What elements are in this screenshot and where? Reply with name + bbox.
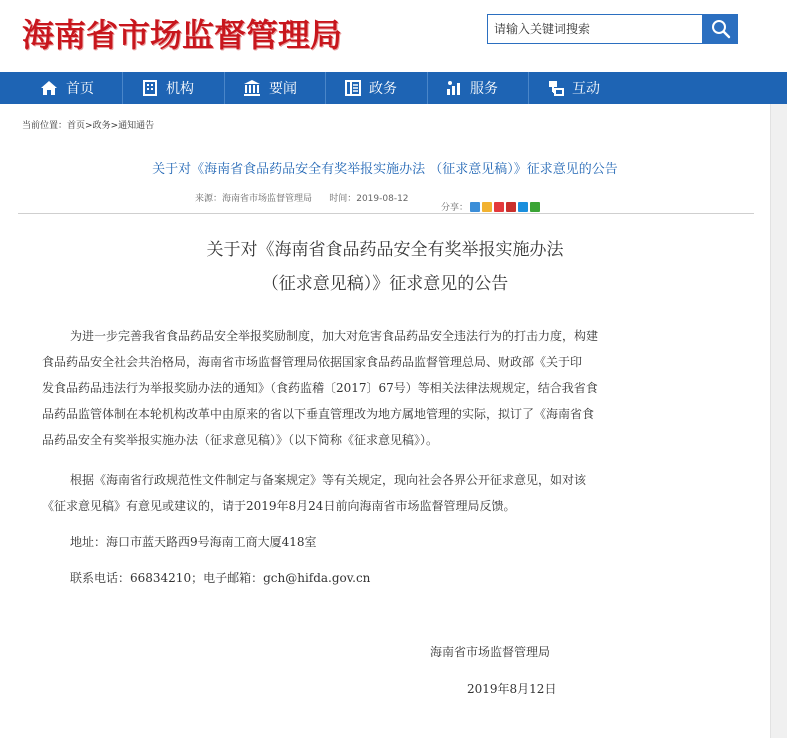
pillars-icon bbox=[243, 80, 261, 96]
main-nav bbox=[0, 72, 787, 104]
breadcrumb-item-affairs[interactable]: 政务 bbox=[92, 121, 111, 131]
document-date: 2019年8月12日 bbox=[467, 682, 557, 696]
share-weibo-icon[interactable] bbox=[494, 202, 504, 212]
paragraph-1 bbox=[42, 323, 722, 453]
paragraph-line: 《征求意见稿》有意见或建议的，请于2019年8月24日前向海南省市场监督管理局反馈。 bbox=[42, 499, 516, 513]
article-time: 2019-08-12 bbox=[356, 194, 409, 204]
header-divider bbox=[18, 213, 754, 214]
interact-icon bbox=[548, 80, 564, 96]
document-title-line1: 关于对《海南省食品药品安全有奖举报实施办法 bbox=[206, 240, 564, 260]
breadcrumb-item-notices[interactable]: 通知通告 bbox=[118, 121, 155, 131]
nav-divider bbox=[427, 72, 428, 104]
nav-item-agency[interactable] bbox=[142, 72, 194, 104]
nav-item-news[interactable] bbox=[243, 72, 297, 104]
article-header-title: 关于对《海南省食品药品安全有奖举报实施办法 （征求意见稿）》征求意见的公告 bbox=[152, 162, 618, 177]
breadcrumb-separator: > bbox=[110, 121, 119, 131]
nav-label-interact: 互动 bbox=[572, 81, 600, 97]
share-label: 分享： bbox=[441, 203, 469, 213]
site-header bbox=[0, 0, 787, 72]
columns-icon bbox=[345, 80, 361, 96]
breadcrumb-separator: > bbox=[85, 121, 93, 131]
nav-item-affairs[interactable] bbox=[345, 72, 397, 104]
source-label: 来源： bbox=[195, 194, 223, 204]
search-button[interactable] bbox=[703, 14, 738, 44]
nav-label-home: 首页 bbox=[66, 81, 94, 97]
building-icon bbox=[142, 80, 158, 96]
breadcrumb bbox=[22, 118, 154, 131]
article-source: 海南省市场监督管理局 bbox=[222, 194, 313, 204]
service-icon bbox=[446, 80, 462, 96]
nav-divider bbox=[528, 72, 529, 104]
article-meta bbox=[195, 191, 409, 204]
paragraph-2 bbox=[42, 467, 722, 519]
share-wechat-icon[interactable] bbox=[530, 202, 540, 212]
share-bar bbox=[441, 200, 540, 213]
nav-label-service: 服务 bbox=[470, 81, 498, 97]
paragraph-line: 品药品安全有奖举报实施办法（征求意见稿）》（以下简称《征求意见稿》）。 bbox=[42, 433, 439, 447]
nav-divider bbox=[122, 72, 123, 104]
site-title[interactable]: 海南省市场监督管理局 bbox=[22, 16, 343, 54]
nav-item-service[interactable] bbox=[446, 72, 498, 104]
address-line: 地址：海口市蓝天路西9号海南工商大厦418室 bbox=[70, 535, 317, 549]
breadcrumb-item-home[interactable]: 首页 bbox=[67, 121, 86, 131]
search-input[interactable] bbox=[488, 15, 698, 43]
paragraph-line: 根据《海南省行政规范性文件制定与备案规定》等有关规定，现向社会各界公开征求意见，如对该 bbox=[70, 473, 587, 487]
nav-label-agency: 机构 bbox=[166, 81, 194, 97]
paragraph-line: 品药品监管体制在本轮机构改革中由原来的省以下垂直管理改为地方属地管理的实际，拟订了《海南省食 bbox=[42, 407, 595, 421]
time-label: 时间： bbox=[329, 194, 357, 204]
share-qzone-icon[interactable] bbox=[482, 202, 492, 212]
search-icon bbox=[711, 19, 731, 39]
search-box bbox=[487, 14, 703, 44]
share-renren-icon[interactable] bbox=[518, 202, 528, 212]
nav-divider bbox=[325, 72, 326, 104]
nav-label-news: 要闻 bbox=[269, 81, 297, 97]
share-plus-icon[interactable] bbox=[470, 202, 480, 212]
nav-item-interact[interactable] bbox=[548, 72, 600, 104]
document-title-line2: （征求意见稿）》征求意见的公告 bbox=[261, 274, 509, 294]
paragraph-line: 为进一步完善我省食品药品安全举报奖励制度，加大对危害食品药品安全违法行为的打击力度，构建 bbox=[70, 329, 599, 343]
nav-divider bbox=[224, 72, 225, 104]
nav-label-affairs: 政务 bbox=[369, 81, 397, 97]
nav-item-home[interactable] bbox=[40, 72, 94, 104]
paragraph-line: 食品药品安全社会共治格局，海南省市场监督管理局依据国家食品药品监督管理总局、财政部《关于印 bbox=[42, 355, 583, 369]
paragraph-line: 发食品药品违法行为举报奖励办法的通知》（食药监稽〔2017〕67号）等相关法律法规规定，结合我省食 bbox=[42, 381, 598, 395]
home-icon bbox=[40, 80, 58, 96]
share-tencent-icon[interactable] bbox=[506, 202, 516, 212]
signature: 海南省市场监督管理局 bbox=[430, 645, 551, 659]
vertical-scrollbar[interactable] bbox=[770, 104, 787, 738]
breadcrumb-prefix: 当前位置： bbox=[22, 121, 68, 131]
content-area bbox=[0, 104, 770, 738]
contact-line: 联系电话：66834210；电子邮箱：gch@hifda.gov.cn bbox=[70, 571, 371, 585]
